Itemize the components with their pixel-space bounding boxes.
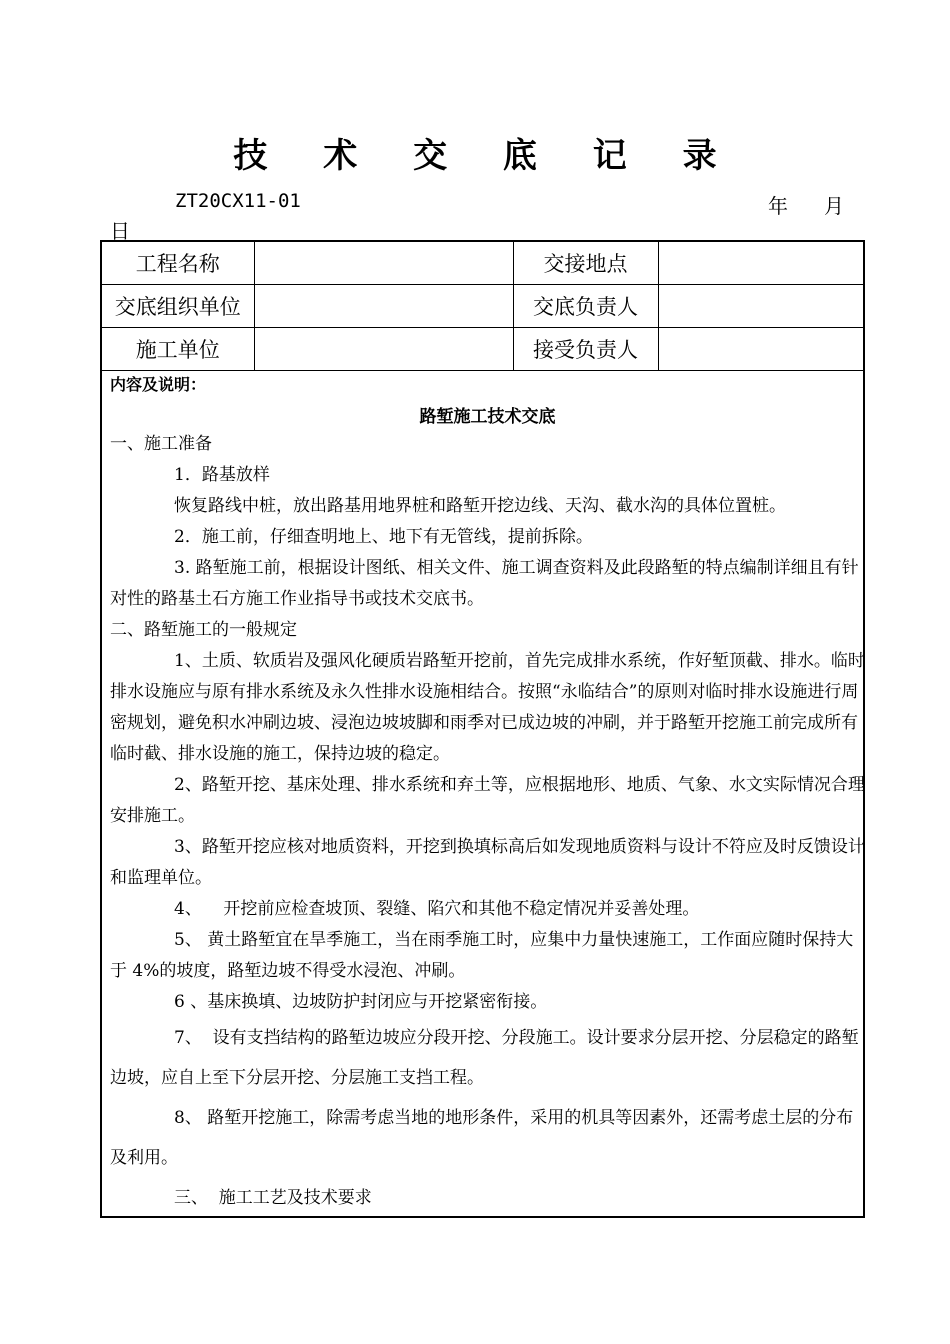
table-row — [102, 328, 863, 371]
construction-unit-label: 施工单位 — [102, 328, 254, 371]
project-name-value[interactable] — [254, 242, 513, 285]
construction-unit-value[interactable] — [254, 328, 513, 371]
paragraph: 5、 黄土路堑宜在旱季施工，当在雨季施工时，应集中力量快速施工，工作面应随时保持大于 4%的坡度，路堑边坡不得受水浸泡、冲刷。 — [110, 930, 854, 981]
section-heading: 一、施工准备 — [110, 434, 212, 454]
receiving-lead-label: 接受负责人 — [513, 328, 658, 371]
handover-location-value[interactable] — [658, 242, 863, 285]
record-form — [100, 240, 865, 1218]
paragraph: 4、 开挖前应检查坡顶、裂缝、陷穴和其他不稳定情况并妥善处理。 — [174, 899, 700, 919]
day-label: 日 — [110, 219, 130, 243]
paragraph: 2、路堑开挖、基床处理、排水系统和弃土等，应根据地形、地质、气象、水文实际情况合理安排施工。 — [110, 775, 865, 826]
info-table — [102, 242, 863, 371]
paragraph: 2．施工前，仔细查明地上、地下有无管线，提前拆除。 — [174, 527, 593, 547]
content-section — [110, 373, 865, 1218]
receiving-lead-value[interactable] — [658, 328, 863, 371]
table-row — [102, 242, 863, 285]
section-heading: 二、路堑施工的一般规定 — [110, 620, 297, 640]
paragraph: 8、 路堑开挖施工，除需考虑当地的地形条件，采用的机具等因素外，还需考虑土层的分布及利用。 — [110, 1108, 854, 1168]
paragraph: 3、路堑开挖应核对地质资料，开挖到换填标高后如发现地质资料与设计不符应及时反馈设计和监理单位。 — [110, 837, 865, 888]
month-label: 月 — [824, 194, 844, 218]
paragraph: 3. 路堑施工前，根据设计图纸、相关文件、施工调查资料及此段路堑的特点编制详细且有针对性的路基土石方施工作业指导书或技术交底书。 — [110, 558, 859, 609]
table-row — [102, 285, 863, 328]
organizing-unit-label: 交底组织单位 — [102, 285, 254, 328]
paragraph: 1、土质、软质岩及强风化硬质岩路堑开挖前，首先完成排水系统，作好堑顶截、排水。临时排水设施应与原有排水系统及永久性排水设施相结合。按照“永临结合”的原则对临时排水设施进行周密规划，避免积水冲刷边坡、浸泡边坡坡脚和雨季对已成边坡的冲刷，并于路堑开挖施工前完成所有临时截、排水设施的施工，保持边坡的稳定。 — [110, 651, 865, 764]
organizing-unit-value[interactable] — [254, 285, 513, 328]
project-name-label: 工程名称 — [102, 242, 254, 285]
handover-location-label: 交接地点 — [513, 242, 658, 285]
year-label: 年 — [768, 194, 788, 218]
section-heading: 三、 施工工艺及技术要求 — [174, 1188, 372, 1208]
date-year-month — [768, 190, 844, 219]
briefing-lead-label: 交底负责人 — [513, 285, 658, 328]
paragraph: 6 、基床换填、边坡防护封闭应与开挖紧密衔接。 — [174, 992, 548, 1012]
paragraph: 1．路基放样 — [174, 465, 270, 485]
paragraph: 7、 设有支挡结构的路堑边坡应分段开挖、分段施工。设计要求分层开挖、分层稳定的路堑边坡，应自上至下分层开挖、分层施工支挡工程。 — [110, 1028, 859, 1088]
document-number: ZT20CX11-01 — [175, 190, 301, 212]
document-title: 技 术 交 底 记 录 — [233, 136, 739, 176]
briefing-lead-value[interactable] — [658, 285, 863, 328]
content-subtitle: 路堑施工技术交底 — [419, 407, 556, 427]
paragraph: 恢复路线中桩，放出路基用地界桩和路堑开挖边线、天沟、截水沟的具体位置桩。 — [174, 496, 786, 516]
content-label: 内容及说明： — [110, 375, 207, 394]
